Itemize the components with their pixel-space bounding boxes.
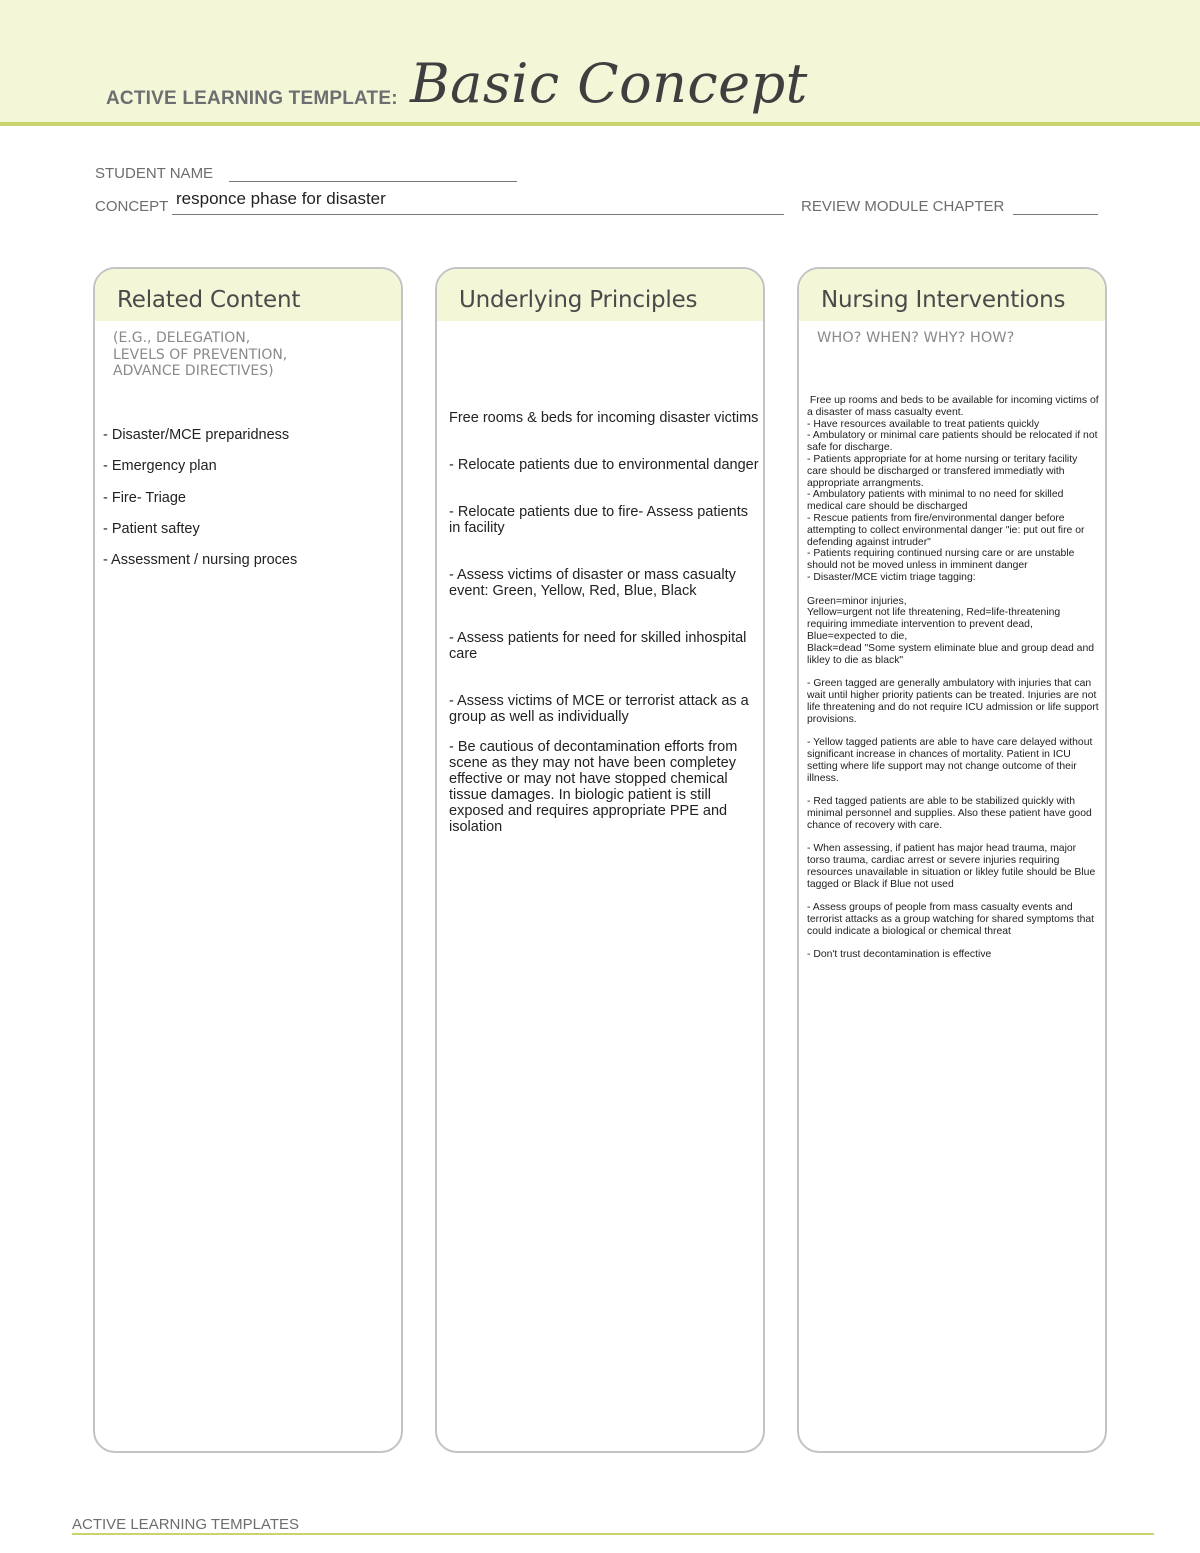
list-item: - Fire- Triage [103,489,186,506]
template-label: ACTIVE LEARNING TEMPLATE: [106,88,398,109]
related-content-card [93,267,403,1453]
list-item: Free rooms & beds for incoming disaster victims [449,410,759,426]
list-item: - Patient saftey [103,520,200,537]
underlying-principles-title: Underlying Principles [459,287,698,313]
related-content-subtitle: (E.G., DELEGATION, LEVELS OF PREVENTION, ADVANCE DIRECTIVES) [113,330,288,379]
concept-field[interactable]: responce phase for disaster [176,189,386,208]
student-name-line [229,181,517,182]
list-item: - Assess patients for need for skilled inhospital care [449,630,747,662]
underlying-principles-card [435,267,765,1453]
nursing-interventions-subtitle: WHO? WHEN? WHY? HOW? [817,330,1015,346]
related-content-title: Related Content [117,287,301,313]
list-item: - Assess victims of disaster or mass casualty event: Green, Yellow, Red, Blue, Black [449,567,736,599]
header-divider [0,122,1200,126]
footer-divider [72,1533,1154,1535]
list-item: - Assess victims of MCE or terrorist attack as a group as well as individually [449,693,749,725]
nursing-interventions-title: Nursing Interventions [821,287,1066,313]
list-item: - Disaster/MCE preparidness [103,427,290,443]
nursing-interventions-card [797,267,1107,1453]
list-item: - Relocate patients due to fire- Assess patients in facility [449,504,749,536]
list-item: - Emergency plan [103,458,217,475]
related-content-list [103,427,297,583]
page-title: Basic Concept [410,52,808,115]
underlying-principles-list [449,410,759,866]
concept-label: CONCEPT [95,198,169,215]
concept-line [172,214,784,215]
list-item: - Relocate patients due to environmental danger [449,457,759,473]
footer-label: ACTIVE LEARNING TEMPLATES [72,1516,299,1533]
list-item: - Assessment / nursing proces [103,552,298,569]
nursing-interventions-text: Free up rooms and beds to be available for incoming victims of a disaster of mass casualty event. - Have resources available to treat patients quickly - Ambulatory or minimal care patients should be relocated if not safe for discharge. - Patients appropriate for at home nursing or teritary facility care should be discharged or transfered immediatly with appropriate arrangments. - Ambulatory patients with minimal to no need for skilled medical care should be discharged - Rescue patients from fire/environmental danger before attempting to collect environmental danger "ie: put out fire or defending against intruder" - Patients requiring continued nursing care or are unstable should not be moved unless in imminent danger - Disaster/MCE victim triage tagging: Green=minor injuries, Yellow=urgent not life threatening, Red=life-threatening requiring immediate intervention to prevent dead, Blue=expected to die, Black=dead "Some system eliminate blue and group dead and likley to die as black" - Green tagged are generally ambulatory with injuries that can wait until higher priority patients can be treated. Injuries are not life threatening and do not require ICU admission or life support provisions. - Yellow tagged patients are able to have care delayed without significant increase in chances of mortality. Patient in ICU setting where life support may not change outcome of their illness. - Red tagged patients are able to be stabilized quickly with minimal personnel and supplies. Also these patient have good chance of recovery with care. - When assessing, if patient has major head trauma, major torso trauma, cardiac arrest or severe injuries requiring resources unavailable in situation or likley futile should be Blue tagged or Black if Blue not used - Assess groups of people from mass casualty events and terrorist attacks as a group watching for shared symptoms that could indicate a biological or chemical threat - Don't trust decontamination is effective [807,395,1099,961]
review-module-line [1013,214,1098,215]
list-item: - Be cautious of decontamination efforts from scene as they may not have been completey effective or may not have stopped chemical tissue damages. In biologic patient is still exposed and requires appropriate PPE and isolation [449,739,738,835]
student-name-label: STUDENT NAME [95,165,214,182]
review-module-label: REVIEW MODULE CHAPTER [801,198,1005,215]
